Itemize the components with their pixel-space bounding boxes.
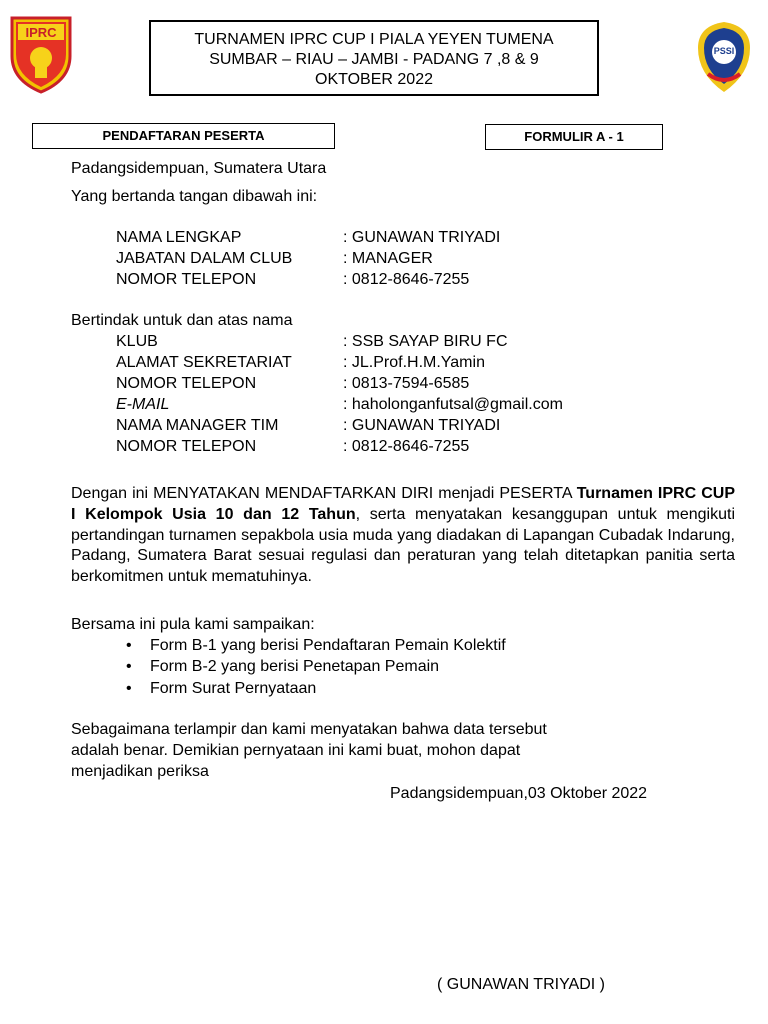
closing-line-2: adalah benar. Demikian pernyataan ini kami buat, mohon dapat [71, 742, 521, 759]
on-behalf-line: Bertindak untuk dan atas nama [71, 312, 293, 329]
field-value: : SSB SAYAP BIRU FC [343, 333, 508, 350]
field-value: : GUNAWAN TRIYADI [343, 417, 501, 434]
tournament-title-box [149, 20, 599, 96]
field-value: : 0812-8646-7255 [343, 271, 470, 288]
club-row [116, 416, 500, 437]
field-label: NOMOR TELEPON [116, 271, 257, 288]
bullet-icon: • [126, 637, 132, 654]
signed-line: Yang bertanda tangan dibawah ini: [71, 188, 318, 205]
club-row [116, 332, 508, 353]
field-value: : MANAGER [343, 250, 433, 267]
statement-paragraph [71, 484, 735, 588]
person-row [116, 228, 500, 249]
statement-text-2: , serta menyatakan kesanggupan untuk mengikuti pertandingan turnamen sepakbola usia muda yang diadakan di Lapangan Cubadak Indarung, Padang, Sumatera Barat sesuai regulasi dan peraturan yang telah ditetapkan panitia serta berkomitmen untuk mematuhinya. [71, 505, 735, 586]
closing-line-3: menjadikan periksa [71, 763, 209, 780]
signature-name: ( GUNAWAN TRIYADI ) [437, 976, 605, 993]
iprc-logo-text: IPRC [25, 25, 57, 40]
title-line-3: OKTOBER 2022 [315, 71, 433, 88]
club-row [116, 353, 485, 374]
person-row [116, 249, 433, 270]
field-label: E-MAIL [116, 396, 170, 413]
pssi-logo [694, 20, 754, 94]
attachment-label: Form B-2 yang berisi Penetapan Pemain [150, 658, 440, 675]
iprc-logo [8, 14, 74, 94]
attachment-label: Form Surat Pernyataan [150, 680, 317, 697]
club-row [116, 374, 469, 395]
field-value: : 0813-7594-6585 [343, 375, 470, 392]
field-label: NOMOR TELEPON [116, 438, 257, 455]
field-label: KLUB [116, 333, 158, 350]
attachments-intro: Bersama ini pula kami sampaikan: [71, 616, 315, 633]
bullet-icon: • [126, 658, 132, 675]
field-value: : 0812-8646-7255 [343, 438, 470, 455]
field-label: NOMOR TELEPON [116, 375, 257, 392]
attachment-item [126, 635, 506, 657]
registration-label: PENDAFTARAN PESERTA [32, 123, 335, 149]
attachment-item [126, 656, 439, 678]
person-row [116, 270, 469, 291]
field-label: ALAMAT SEKRETARIAT [116, 354, 292, 371]
statement-bold: Turnamen IPRC CUP I Kelompok Usia 10 dan 12 Tahun [71, 485, 735, 523]
club-row [116, 395, 563, 416]
attachment-item [126, 678, 316, 700]
bullet-icon: • [126, 680, 132, 697]
closing-line-1: Sebagaimana terlampir dan kami menyatakan bahwa data tersebut [71, 721, 547, 738]
attachment-label: Form B-1 yang berisi Pendaftaran Pemain Kolektif [150, 637, 506, 654]
field-value: : haholonganfutsal@gmail.com [343, 396, 563, 413]
field-label: JABATAN DALAM CLUB [116, 250, 293, 267]
pssi-logo-text: PSSI [713, 46, 735, 56]
title-line-1: TURNAMEN IPRC CUP I PIALA YEYEN TUMENA [194, 31, 554, 48]
statement-text-1: Dengan ini MENYATAKAN MENDAFTARKAN DIRI menjadi PESERTA [71, 485, 577, 502]
field-label: NAMA MANAGER TIM [116, 417, 279, 434]
field-value: : JL.Prof.H.M.Yamin [343, 354, 485, 371]
date-line: Padangsidempuan,03 Oktober 2022 [390, 785, 648, 802]
form-label: FORMULIR A - 1 [485, 124, 663, 150]
field-value: : GUNAWAN TRIYADI [343, 229, 501, 246]
place-line: Padangsidempuan, Sumatera Utara [71, 160, 327, 177]
field-label: NAMA LENGKAP [116, 229, 242, 246]
title-line-2: SUMBAR – RIAU – JAMBI - PADANG 7 ,8 & 9 [209, 51, 539, 68]
club-row [116, 437, 469, 458]
